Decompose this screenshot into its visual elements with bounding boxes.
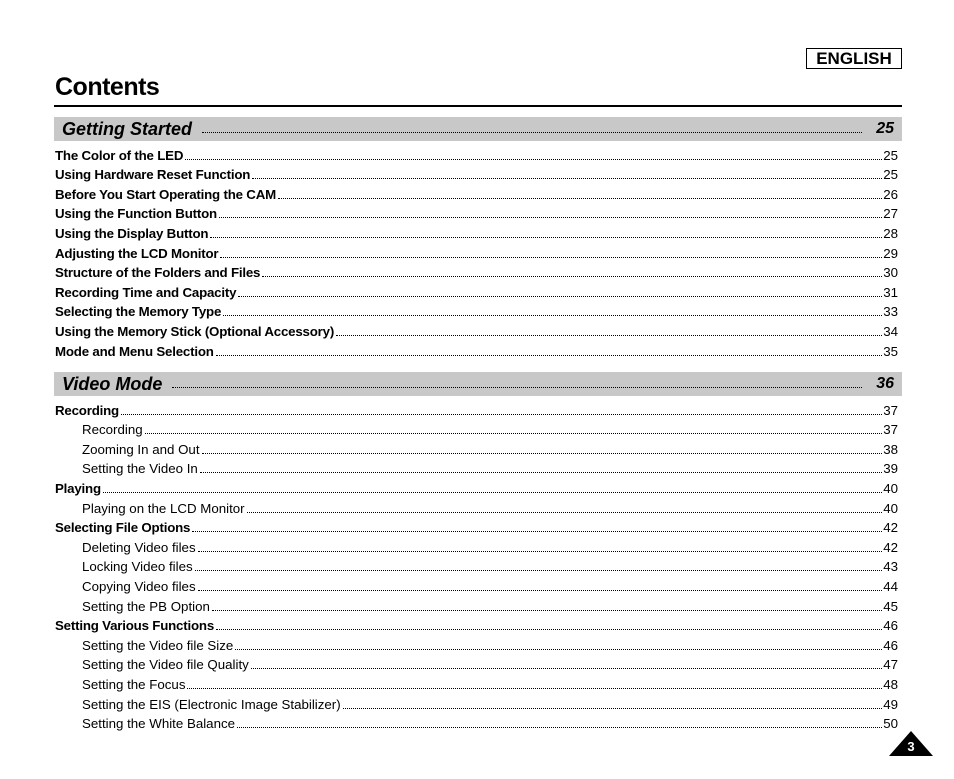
toc-entry[interactable] bbox=[55, 595, 898, 615]
toc-entry[interactable] bbox=[55, 615, 898, 635]
toc-entry-label: The Color of the LED bbox=[55, 147, 184, 163]
section-title: Video Mode bbox=[62, 373, 163, 394]
toc-entry-page: 26 bbox=[883, 186, 898, 202]
toc-entry-label: Setting Various Functions bbox=[55, 618, 215, 634]
leader-dots bbox=[235, 649, 882, 650]
toc-entry-label: Setting the Video file Quality bbox=[82, 657, 249, 673]
toc-entry-page: 49 bbox=[883, 696, 898, 712]
leader-dots bbox=[252, 178, 882, 179]
toc-entry-page: 40 bbox=[883, 480, 898, 496]
toc-entry-page: 25 bbox=[883, 147, 898, 163]
toc-entry[interactable] bbox=[55, 634, 898, 654]
toc-entry-label: Using the Memory Stick (Optional Accessory) bbox=[55, 323, 335, 339]
toc-entry[interactable] bbox=[55, 222, 898, 242]
leader-dots bbox=[278, 198, 882, 199]
leader-dots bbox=[121, 414, 882, 415]
leader-dots bbox=[247, 512, 883, 513]
toc-entry-page: 42 bbox=[883, 520, 898, 536]
toc-entry-page: 33 bbox=[883, 304, 898, 320]
toc-entry[interactable] bbox=[55, 497, 898, 517]
toc-entry-page: 35 bbox=[883, 343, 898, 359]
toc-entry-page: 40 bbox=[883, 500, 898, 516]
toc-entry[interactable] bbox=[55, 477, 898, 497]
leader-dots bbox=[195, 570, 883, 571]
toc-entry-page: 44 bbox=[883, 578, 898, 594]
leader-dots bbox=[185, 159, 882, 160]
leader-dots bbox=[251, 668, 882, 669]
toc-entry[interactable] bbox=[55, 438, 898, 458]
toc-entry-label: Setting the PB Option bbox=[82, 598, 210, 614]
toc-entry[interactable] bbox=[55, 517, 898, 537]
toc-entry-label: Copying Video files bbox=[82, 578, 196, 594]
toc-entry[interactable] bbox=[55, 556, 898, 576]
toc-entry-label: Recording bbox=[55, 402, 119, 418]
toc-entry-page: 28 bbox=[883, 225, 898, 241]
toc-entry-label: Using the Display Button bbox=[55, 225, 209, 241]
toc-entry[interactable] bbox=[55, 281, 898, 301]
toc-entry-page: 47 bbox=[883, 657, 898, 673]
toc-entry-label: Selecting File Options bbox=[55, 520, 191, 536]
toc-entry[interactable] bbox=[55, 673, 898, 693]
toc-entry[interactable] bbox=[55, 575, 898, 595]
leader-dots bbox=[202, 132, 862, 133]
toc-entry[interactable] bbox=[55, 262, 898, 282]
toc-entry-label: Using the Function Button bbox=[55, 206, 217, 222]
section-title: Getting Started bbox=[62, 118, 193, 139]
toc-entry[interactable] bbox=[55, 242, 898, 262]
leader-dots bbox=[219, 217, 882, 218]
leader-dots bbox=[187, 688, 882, 689]
toc-entry[interactable] bbox=[55, 183, 898, 203]
toc-entry-page: 50 bbox=[883, 716, 898, 732]
toc-entry-label: Before You Start Operating the CAM bbox=[55, 186, 276, 202]
toc-entry-label: Structure of the Folders and Files bbox=[55, 265, 261, 281]
leader-dots bbox=[210, 237, 882, 238]
toc-entry-page: 25 bbox=[883, 167, 898, 183]
page-title: Contents bbox=[55, 73, 160, 101]
toc-entry-page: 43 bbox=[883, 559, 898, 575]
toc-entry-page: 27 bbox=[883, 206, 898, 222]
toc-entry-label: Adjusting the LCD Monitor bbox=[55, 245, 219, 261]
toc-entry-page: 45 bbox=[883, 598, 898, 614]
toc-entry-page: 46 bbox=[883, 637, 898, 653]
leader-dots bbox=[238, 296, 882, 297]
toc-entry[interactable] bbox=[55, 713, 898, 733]
leader-dots bbox=[212, 610, 882, 611]
toc-entry-label: Using Hardware Reset Function bbox=[55, 167, 251, 183]
leader-dots bbox=[145, 433, 883, 434]
toc-entry-page: 37 bbox=[883, 402, 898, 418]
leader-dots bbox=[202, 453, 883, 454]
page-number-badge bbox=[889, 731, 933, 756]
toc-entry[interactable] bbox=[55, 458, 898, 478]
toc-entry-label: Mode and Menu Selection bbox=[55, 343, 214, 359]
leader-dots bbox=[198, 590, 883, 591]
toc-entry[interactable] bbox=[55, 340, 898, 360]
section-entries-video-mode bbox=[55, 399, 898, 732]
leader-dots bbox=[262, 276, 882, 277]
toc-entry-label: Playing bbox=[55, 480, 101, 496]
leader-dots bbox=[172, 387, 862, 388]
title-divider bbox=[54, 105, 902, 107]
toc-entry[interactable] bbox=[55, 536, 898, 556]
toc-entry-page: 29 bbox=[883, 245, 898, 261]
toc-entry-label: Recording Time and Capacity bbox=[55, 284, 237, 300]
section-entries-getting-started bbox=[55, 144, 898, 360]
leader-dots bbox=[343, 708, 883, 709]
toc-entry-label: Setting the Focus bbox=[82, 676, 186, 692]
toc-entry-page: 39 bbox=[883, 461, 898, 477]
toc-entry-label: Setting the Video In bbox=[82, 461, 198, 477]
toc-entry-label: Selecting the Memory Type bbox=[55, 304, 222, 320]
toc-entry-label: Recording bbox=[82, 422, 143, 438]
toc-entry-page: 48 bbox=[883, 676, 898, 692]
section-page-number: 25 bbox=[876, 120, 894, 137]
toc-entry[interactable] bbox=[55, 301, 898, 321]
leader-dots bbox=[103, 492, 882, 493]
toc-entry-label: Setting the Video file Size bbox=[82, 637, 234, 653]
leader-dots bbox=[220, 257, 882, 258]
leader-dots bbox=[223, 315, 882, 316]
toc-entry[interactable] bbox=[55, 654, 898, 674]
toc-entry-label: Zooming In and Out bbox=[82, 441, 200, 457]
toc-entry-label: Playing on the LCD Monitor bbox=[82, 500, 245, 516]
leader-dots bbox=[192, 531, 882, 532]
toc-entry-page: 30 bbox=[883, 265, 898, 281]
toc-entry-page: 38 bbox=[883, 441, 898, 457]
section-page-number: 36 bbox=[876, 375, 894, 392]
toc-entry-label: Deleting Video files bbox=[82, 539, 196, 555]
leader-dots bbox=[198, 551, 883, 552]
section-header-video-mode[interactable] bbox=[54, 372, 902, 396]
toc-entry[interactable] bbox=[55, 419, 898, 439]
toc-entry-page: 31 bbox=[883, 284, 898, 300]
toc-entry[interactable] bbox=[55, 693, 898, 713]
leader-dots bbox=[200, 472, 882, 473]
toc-entry-page: 37 bbox=[883, 422, 898, 438]
section-header-getting-started[interactable] bbox=[54, 117, 902, 141]
toc-entry[interactable] bbox=[55, 320, 898, 340]
toc-entry-label: Locking Video files bbox=[82, 559, 193, 575]
page-number: 3 bbox=[907, 739, 915, 754]
toc-entry-label: Setting the EIS (Electronic Image Stabilizer) bbox=[82, 696, 341, 712]
toc-entry-page: 34 bbox=[883, 323, 898, 339]
toc-entry[interactable] bbox=[55, 203, 898, 223]
leader-dots bbox=[237, 727, 882, 728]
language-label: ENGLISH bbox=[806, 48, 902, 69]
toc-entry[interactable] bbox=[55, 399, 898, 419]
toc-entry[interactable] bbox=[55, 144, 898, 164]
leader-dots bbox=[216, 629, 882, 630]
toc-entry[interactable] bbox=[55, 164, 898, 184]
leader-dots bbox=[336, 335, 882, 336]
toc-entry-page: 46 bbox=[883, 618, 898, 634]
leader-dots bbox=[216, 355, 883, 356]
toc-entry-label: Setting the White Balance bbox=[82, 716, 236, 732]
toc-entry-page: 42 bbox=[883, 539, 898, 555]
